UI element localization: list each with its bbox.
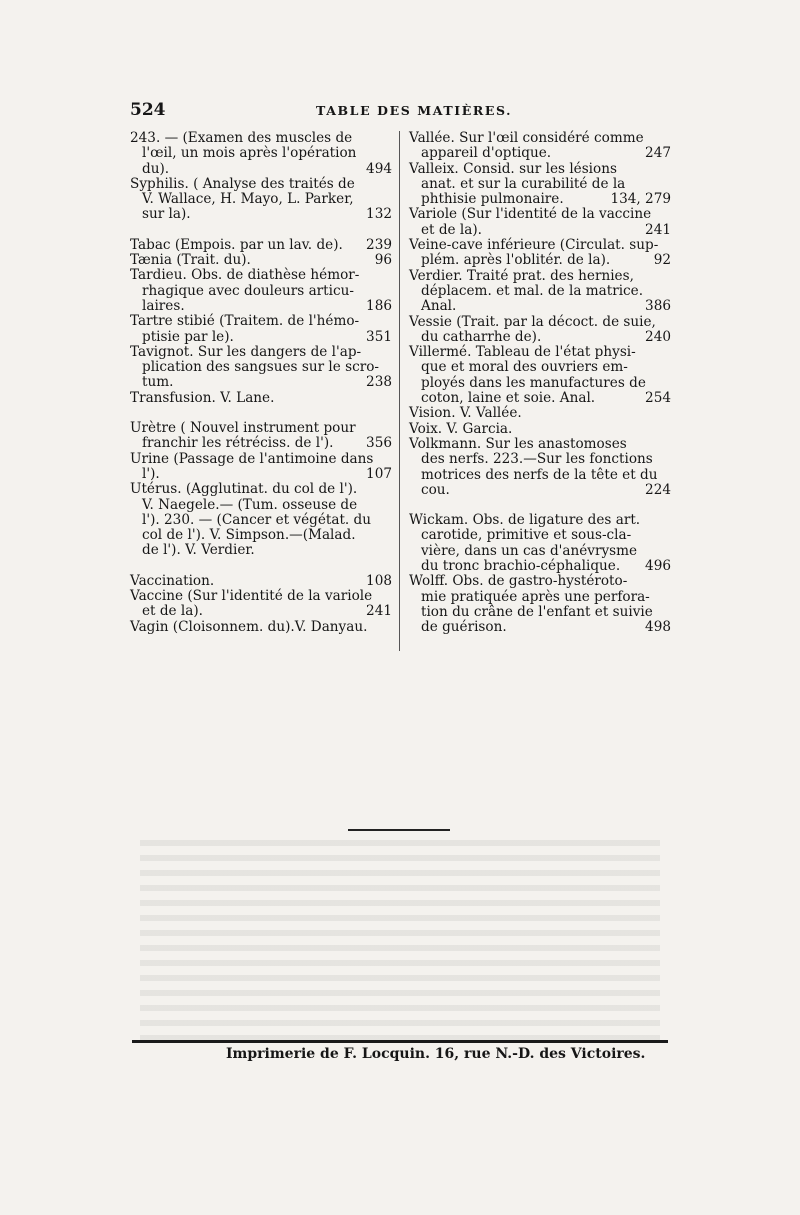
running-title: TABLE DES MATIÈRES. bbox=[316, 103, 513, 118]
index-entry bbox=[130, 131, 392, 177]
page-reference: 239 bbox=[366, 236, 392, 253]
entry-line: plém. après l'oblitér. de la). 92 bbox=[421, 252, 671, 269]
entry-line: Villermé. Tableau de l'état physi- bbox=[409, 344, 636, 361]
index-entry bbox=[409, 574, 671, 635]
entry-line: Wickam. Obs. de ligature des art. bbox=[409, 512, 641, 529]
entry-line: Urètre ( Nouvel instrument pour bbox=[130, 420, 356, 437]
page-reference: 186 bbox=[366, 297, 392, 314]
right-column bbox=[409, 131, 671, 636]
left-column bbox=[130, 131, 392, 635]
entry-line: et de la). 241 bbox=[142, 603, 392, 620]
entry-line: Valleix. Consid. sur les lésions bbox=[409, 160, 617, 177]
entry-line: Vaccination. 108 bbox=[130, 572, 392, 589]
entry-line: franchir les rétréciss. de l'). 356 bbox=[142, 435, 392, 452]
index-entry bbox=[409, 269, 671, 315]
entry-line: Utérus. (Agglutinat. du col de l'). bbox=[130, 481, 358, 498]
entry-line: Urine (Passage de l'antimoine dans bbox=[130, 450, 374, 467]
index-entry bbox=[409, 437, 671, 498]
entry-line: l'œil, un mois après l'opération bbox=[142, 145, 357, 162]
index-entry bbox=[130, 574, 392, 589]
index-entry bbox=[130, 452, 392, 483]
index-entry bbox=[130, 391, 392, 406]
entry-line: l'). 230. — (Cancer et végétat. du bbox=[142, 511, 372, 528]
entry-gap bbox=[130, 406, 392, 421]
page-reference: 240 bbox=[645, 328, 671, 345]
entry-line: V. Naegele.— (Tum. osseuse de bbox=[142, 496, 358, 513]
index-entry bbox=[130, 620, 392, 635]
entry-line: ptisie par le). 351 bbox=[142, 328, 392, 345]
entry-line: Tænia (Trait. du). 96 bbox=[130, 252, 392, 269]
entry-line: Tartre stibié (Traitem. de l'hémo- bbox=[130, 313, 360, 330]
entry-line: Anal. 386 bbox=[421, 298, 671, 315]
index-entry bbox=[130, 421, 392, 452]
page-reference: 254 bbox=[645, 390, 671, 407]
page-reference: 238 bbox=[366, 374, 392, 391]
entry-gap bbox=[130, 559, 392, 574]
index-entry bbox=[409, 513, 671, 574]
show-through-texture bbox=[140, 840, 660, 1040]
entry-line: de l'). V. Verdier. bbox=[142, 542, 255, 559]
entry-line: vière, dans un cas d'anévrysme bbox=[421, 542, 638, 559]
entry-line: laires. 186 bbox=[142, 297, 392, 314]
index-entry bbox=[130, 589, 392, 620]
page-reference: 386 bbox=[645, 298, 671, 315]
column-divider bbox=[399, 131, 400, 651]
entry-line: plication des sangsues sur le scro- bbox=[142, 359, 379, 376]
index-entry bbox=[130, 482, 392, 558]
printer-imprint: Imprimerie de F. Locquin. 16, rue N.-D. des Victoires. bbox=[226, 1046, 646, 1062]
entry-gap bbox=[130, 223, 392, 238]
index-entry bbox=[130, 177, 392, 223]
page-reference: 92 bbox=[653, 252, 671, 269]
page-reference: 351 bbox=[366, 328, 392, 345]
page-reference: 496 bbox=[645, 558, 671, 575]
entry-line: motrices des nerfs de la tête et du bbox=[421, 466, 658, 483]
entry-line: V. Wallace, H. Mayo, L. Parker, bbox=[142, 191, 354, 208]
entry-line: Tabac (Empois. par un lav. de). 239 bbox=[130, 236, 392, 253]
page-reference: 241 bbox=[645, 221, 671, 238]
entry-line: du tronc brachio-céphalique. 496 bbox=[421, 558, 671, 575]
entry-line: des nerfs. 223.—Sur les fonctions bbox=[421, 451, 653, 468]
entry-line: anat. et sur la curabilité de la bbox=[421, 175, 626, 192]
entry-line: Variole (Sur l'identité de la vaccine bbox=[409, 206, 652, 223]
entry-line: l'). 107 bbox=[142, 465, 392, 482]
index-entry bbox=[409, 422, 671, 437]
index-entry bbox=[130, 268, 392, 314]
entry-line: Veine-cave inférieure (Circulat. sup- bbox=[409, 237, 659, 254]
entry-line: Tavignot. Sur les dangers de l'ap- bbox=[130, 343, 362, 360]
page-number: 524 bbox=[130, 100, 166, 120]
entry-line: appareil d'optique. 247 bbox=[421, 145, 671, 162]
entry-line: tum. 238 bbox=[142, 374, 392, 391]
entry-line: coton, laine et soie. Anal. 254 bbox=[421, 390, 671, 407]
page-header bbox=[130, 100, 670, 124]
entry-line: du). 494 bbox=[142, 160, 392, 177]
entry-line: col de l'). V. Simpson.—(Malad. bbox=[142, 527, 356, 544]
entry-line: Vision. V. Vallée. bbox=[409, 405, 522, 422]
footer-rule bbox=[132, 1040, 668, 1043]
index-entry bbox=[130, 253, 392, 268]
entry-line: mie pratiquée après une perfora- bbox=[421, 588, 650, 605]
page-reference: 132 bbox=[366, 206, 392, 223]
page-reference: 107 bbox=[366, 465, 392, 482]
index-entry bbox=[409, 131, 671, 162]
index-entry bbox=[130, 238, 392, 253]
entry-line: et de la). 241 bbox=[421, 221, 671, 238]
entry-line: Vallée. Sur l'œil considéré comme bbox=[409, 130, 644, 146]
entry-line: Tardieu. Obs. de diathèse hémor- bbox=[130, 267, 360, 284]
entry-line: Wolff. Obs. de gastro-hystéroto- bbox=[409, 573, 628, 590]
page-reference: 356 bbox=[366, 435, 392, 452]
entry-line: Syphilis. ( Analyse des traités de bbox=[130, 175, 355, 192]
page-reference: 241 bbox=[366, 603, 392, 620]
entry-line: Vessie (Trait. par la décoct. de suie, bbox=[409, 313, 656, 330]
index-entry bbox=[130, 314, 392, 345]
page-reference: 494 bbox=[366, 160, 392, 177]
page-reference: 498 bbox=[645, 619, 671, 636]
page-reference: 134, 279 bbox=[610, 191, 671, 208]
entry-line: Voix. V. Garcia. bbox=[409, 420, 513, 437]
entry-line: Volkmann. Sur les anastomoses bbox=[409, 435, 627, 452]
entry-line: rhagique avec douleurs articu- bbox=[142, 282, 354, 299]
entry-line: 243. — (Examen des muscles de bbox=[130, 130, 353, 146]
entry-line: sur la). 132 bbox=[142, 206, 392, 223]
page-reference: 224 bbox=[645, 481, 671, 498]
entry-gap bbox=[409, 498, 671, 513]
index-entry bbox=[130, 345, 392, 391]
entry-line: phthisie pulmonaire. 134, 279 bbox=[421, 191, 671, 208]
entry-line: Transfusion. V. Lane. bbox=[130, 389, 275, 406]
page-reference: 247 bbox=[645, 145, 671, 162]
entry-line: cou. 224 bbox=[421, 481, 671, 498]
entry-line: tion du crâne de l'enfant et suivie bbox=[421, 603, 653, 620]
entry-line: ployés dans les manufactures de bbox=[421, 374, 646, 391]
end-rule bbox=[348, 829, 450, 831]
page-reference: 108 bbox=[366, 572, 392, 589]
entry-line: que et moral des ouvriers em- bbox=[421, 359, 628, 376]
index-entry bbox=[409, 315, 671, 346]
index-entry bbox=[409, 238, 671, 269]
entry-line: Vagin (Cloisonnem. du).V. Danyau. bbox=[130, 618, 368, 635]
index-entry bbox=[409, 406, 671, 421]
entry-line: Verdier. Traité prat. des hernies, bbox=[409, 267, 634, 284]
index-entry bbox=[409, 207, 671, 238]
index-entry bbox=[409, 162, 671, 208]
entry-line: du catharrhe de). 240 bbox=[421, 328, 671, 345]
entry-line: carotide, primitive et sous-cla- bbox=[421, 527, 632, 544]
index-entry bbox=[409, 345, 671, 406]
page-reference: 96 bbox=[374, 252, 392, 269]
entry-line: déplacem. et mal. de la matrice. bbox=[421, 282, 644, 299]
entry-line: Vaccine (Sur l'identité de la variole bbox=[130, 588, 373, 605]
entry-line: de guérison. 498 bbox=[421, 619, 671, 636]
